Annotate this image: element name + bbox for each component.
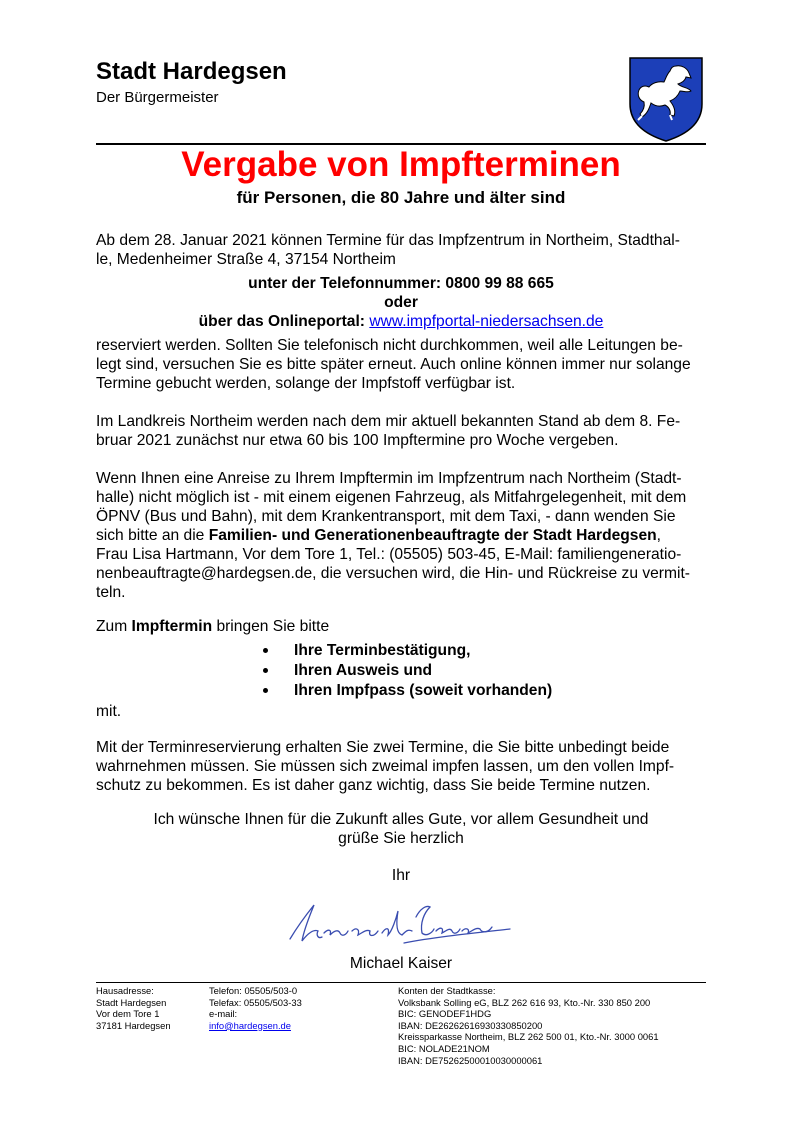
bring-list	[258, 641, 552, 701]
text-line: Im Landkreis Northeim werden nach dem mir aktuell bekannten Stand ab dem 8. Fe-	[96, 413, 681, 430]
text-line: schutz zu bekommen. Es ist daher ganz wichtig, dass Sie beide Termine nutzen.	[96, 777, 651, 794]
two-appointments-paragraph	[96, 738, 710, 795]
text-fragment: Zum	[96, 618, 132, 635]
white-horse-crest-icon	[628, 56, 704, 142]
landkreis-paragraph	[96, 412, 710, 450]
reservation-paragraph	[96, 336, 710, 393]
footer-email-link[interactable]: info@hardegsen.de	[209, 1019, 291, 1031]
footer-email-label: e-mail:	[209, 1008, 238, 1020]
list-item: Ihren Ausweis und	[258, 661, 552, 681]
closing-line: Ich wünsche Ihnen für die Zukunft alles Gute, vor allem Gesundheit und	[153, 811, 649, 828]
text-line: teln.	[96, 584, 126, 601]
text-line: bruar 2021 zunächst nur etwa 60 bis 100 Impftermine pro Woche vergeben.	[96, 432, 619, 449]
list-item: Ihren Impfpass (soweit vorhanden)	[258, 681, 552, 701]
footer-iban: IBAN: DE75262500010030000061	[398, 1054, 543, 1066]
text-line	[96, 526, 710, 545]
text-line: Mit der Terminreservierung erhalten Sie zwei Termine, die Sie bitte unbedingt beide	[96, 739, 670, 756]
footer-text: Stadt Hardegsen	[96, 996, 167, 1008]
footer-text	[398, 1008, 659, 1031]
footer-fax: Telefax: 05505/503-33	[209, 996, 302, 1008]
portal-label: über das Onlineportal:	[198, 313, 370, 330]
bring-outro: mit.	[96, 703, 122, 720]
text-line: reserviert werden. Sollten Sie telefonisch nicht durchkommen, weil alle Leitungen be-	[96, 337, 683, 354]
footer-iban: IBAN: DE26262616930330850200	[398, 1019, 543, 1031]
footer-text: Konten der Stadtkasse:	[398, 985, 496, 996]
list-item: Ihre Terminbestätigung,	[258, 641, 552, 661]
footer-contact	[209, 985, 302, 1031]
signatory-name: Michael Kaiser	[349, 955, 453, 972]
mayor-subtitle: Der Bürgermeister	[96, 89, 219, 106]
footer-phone: Telefon: 05505/503-0	[209, 985, 298, 996]
footer-bank	[398, 985, 659, 1066]
footer-text: Hausadresse:	[96, 985, 154, 996]
headline: Vergabe von Impfterminen	[181, 145, 621, 184]
footer-rule	[96, 982, 706, 983]
phone-line: unter der Telefonnummer: 0800 99 88 665	[248, 275, 554, 292]
text-line: halle) nicht möglich ist - mit einem eigenen Fahrzeug, als Mitfahrgelegenheit, mit dem	[96, 489, 687, 506]
bring-intro	[96, 617, 710, 636]
footer-address	[96, 985, 171, 1031]
footer-text: Vor dem Tore 1	[96, 1008, 160, 1020]
footer-email-line	[209, 1008, 302, 1031]
footer-text: Kreissparkasse Northeim, BLZ 262 500 01, Kto.-Nr. 3000 0061	[398, 1031, 659, 1043]
text-line: Frau Lisa Hartmann, Vor dem Tore 1, Tel.: (05505) 503-45, E-Mail: familiengeneratio-	[96, 546, 682, 563]
text-line: wahrnehmen müssen. Sie müssen sich zweimal impfen lassen, um den vollen Impf-	[96, 758, 675, 775]
text-fragment: bringen Sie bitte	[212, 618, 330, 635]
portal-link[interactable]: www.impfportal-niedersachsen.de	[369, 313, 604, 330]
text-line: legt sind, versuchen Sie es bitte später erneut. Auch online können immer nur solange	[96, 356, 691, 373]
or-line: oder	[384, 294, 418, 311]
travel-paragraph	[96, 469, 710, 602]
text-line: Termine gebucht werden, solange der Impfstoff verfügbar ist.	[96, 375, 516, 392]
footer-text: Volksbank Solling eG, BLZ 262 616 93, Kto.-Nr. 330 850 200	[398, 996, 651, 1008]
footer-bic: BIC: GENODEF1HDG	[398, 1008, 492, 1020]
text-line: ÖPNV (Bus und Bahn), mit dem Krankentransport, mit dem Taxi, - dann wenden Sie	[96, 508, 676, 525]
footer-bic: BIC: NOLADE21NOM	[398, 1042, 490, 1054]
intro-paragraph	[96, 231, 710, 269]
text-line: le, Medenheimer Straße 4, 37154 Northeim	[96, 251, 396, 268]
appointment-word: Impftermin	[131, 618, 213, 635]
subheadline: für Personen, die 80 Jahre und älter sind	[236, 188, 566, 207]
text-line: Wenn Ihnen eine Anreise zu Ihrem Impftermin im Impfzentrum nach Northeim (Stadt-	[96, 470, 682, 487]
text-line	[96, 617, 710, 636]
text-line: nenbeauftragte@hardegsen.de, die versuchen wird, die Hin- und Rückreise zu vermit-	[96, 565, 690, 582]
footer-text	[398, 1043, 659, 1066]
text-fragment: ,	[656, 527, 662, 544]
closing-line: grüße Sie herzlich	[338, 830, 464, 847]
text-fragment: sich bitte an die	[96, 527, 209, 544]
contact-person-role: Familien- und Generationenbeauftragte der Stadt Hardegsen	[208, 527, 657, 544]
ihr-text: Ihr	[391, 867, 411, 884]
portal-line	[96, 312, 706, 331]
handwritten-signature	[284, 893, 520, 953]
organization-title: Stadt Hardegsen	[96, 58, 287, 85]
footer-text: 37181 Hardegsen	[96, 1019, 171, 1031]
text-line: Ab dem 28. Januar 2021 können Termine für das Impfzentrum in Northeim, Stadthal-	[96, 232, 680, 249]
